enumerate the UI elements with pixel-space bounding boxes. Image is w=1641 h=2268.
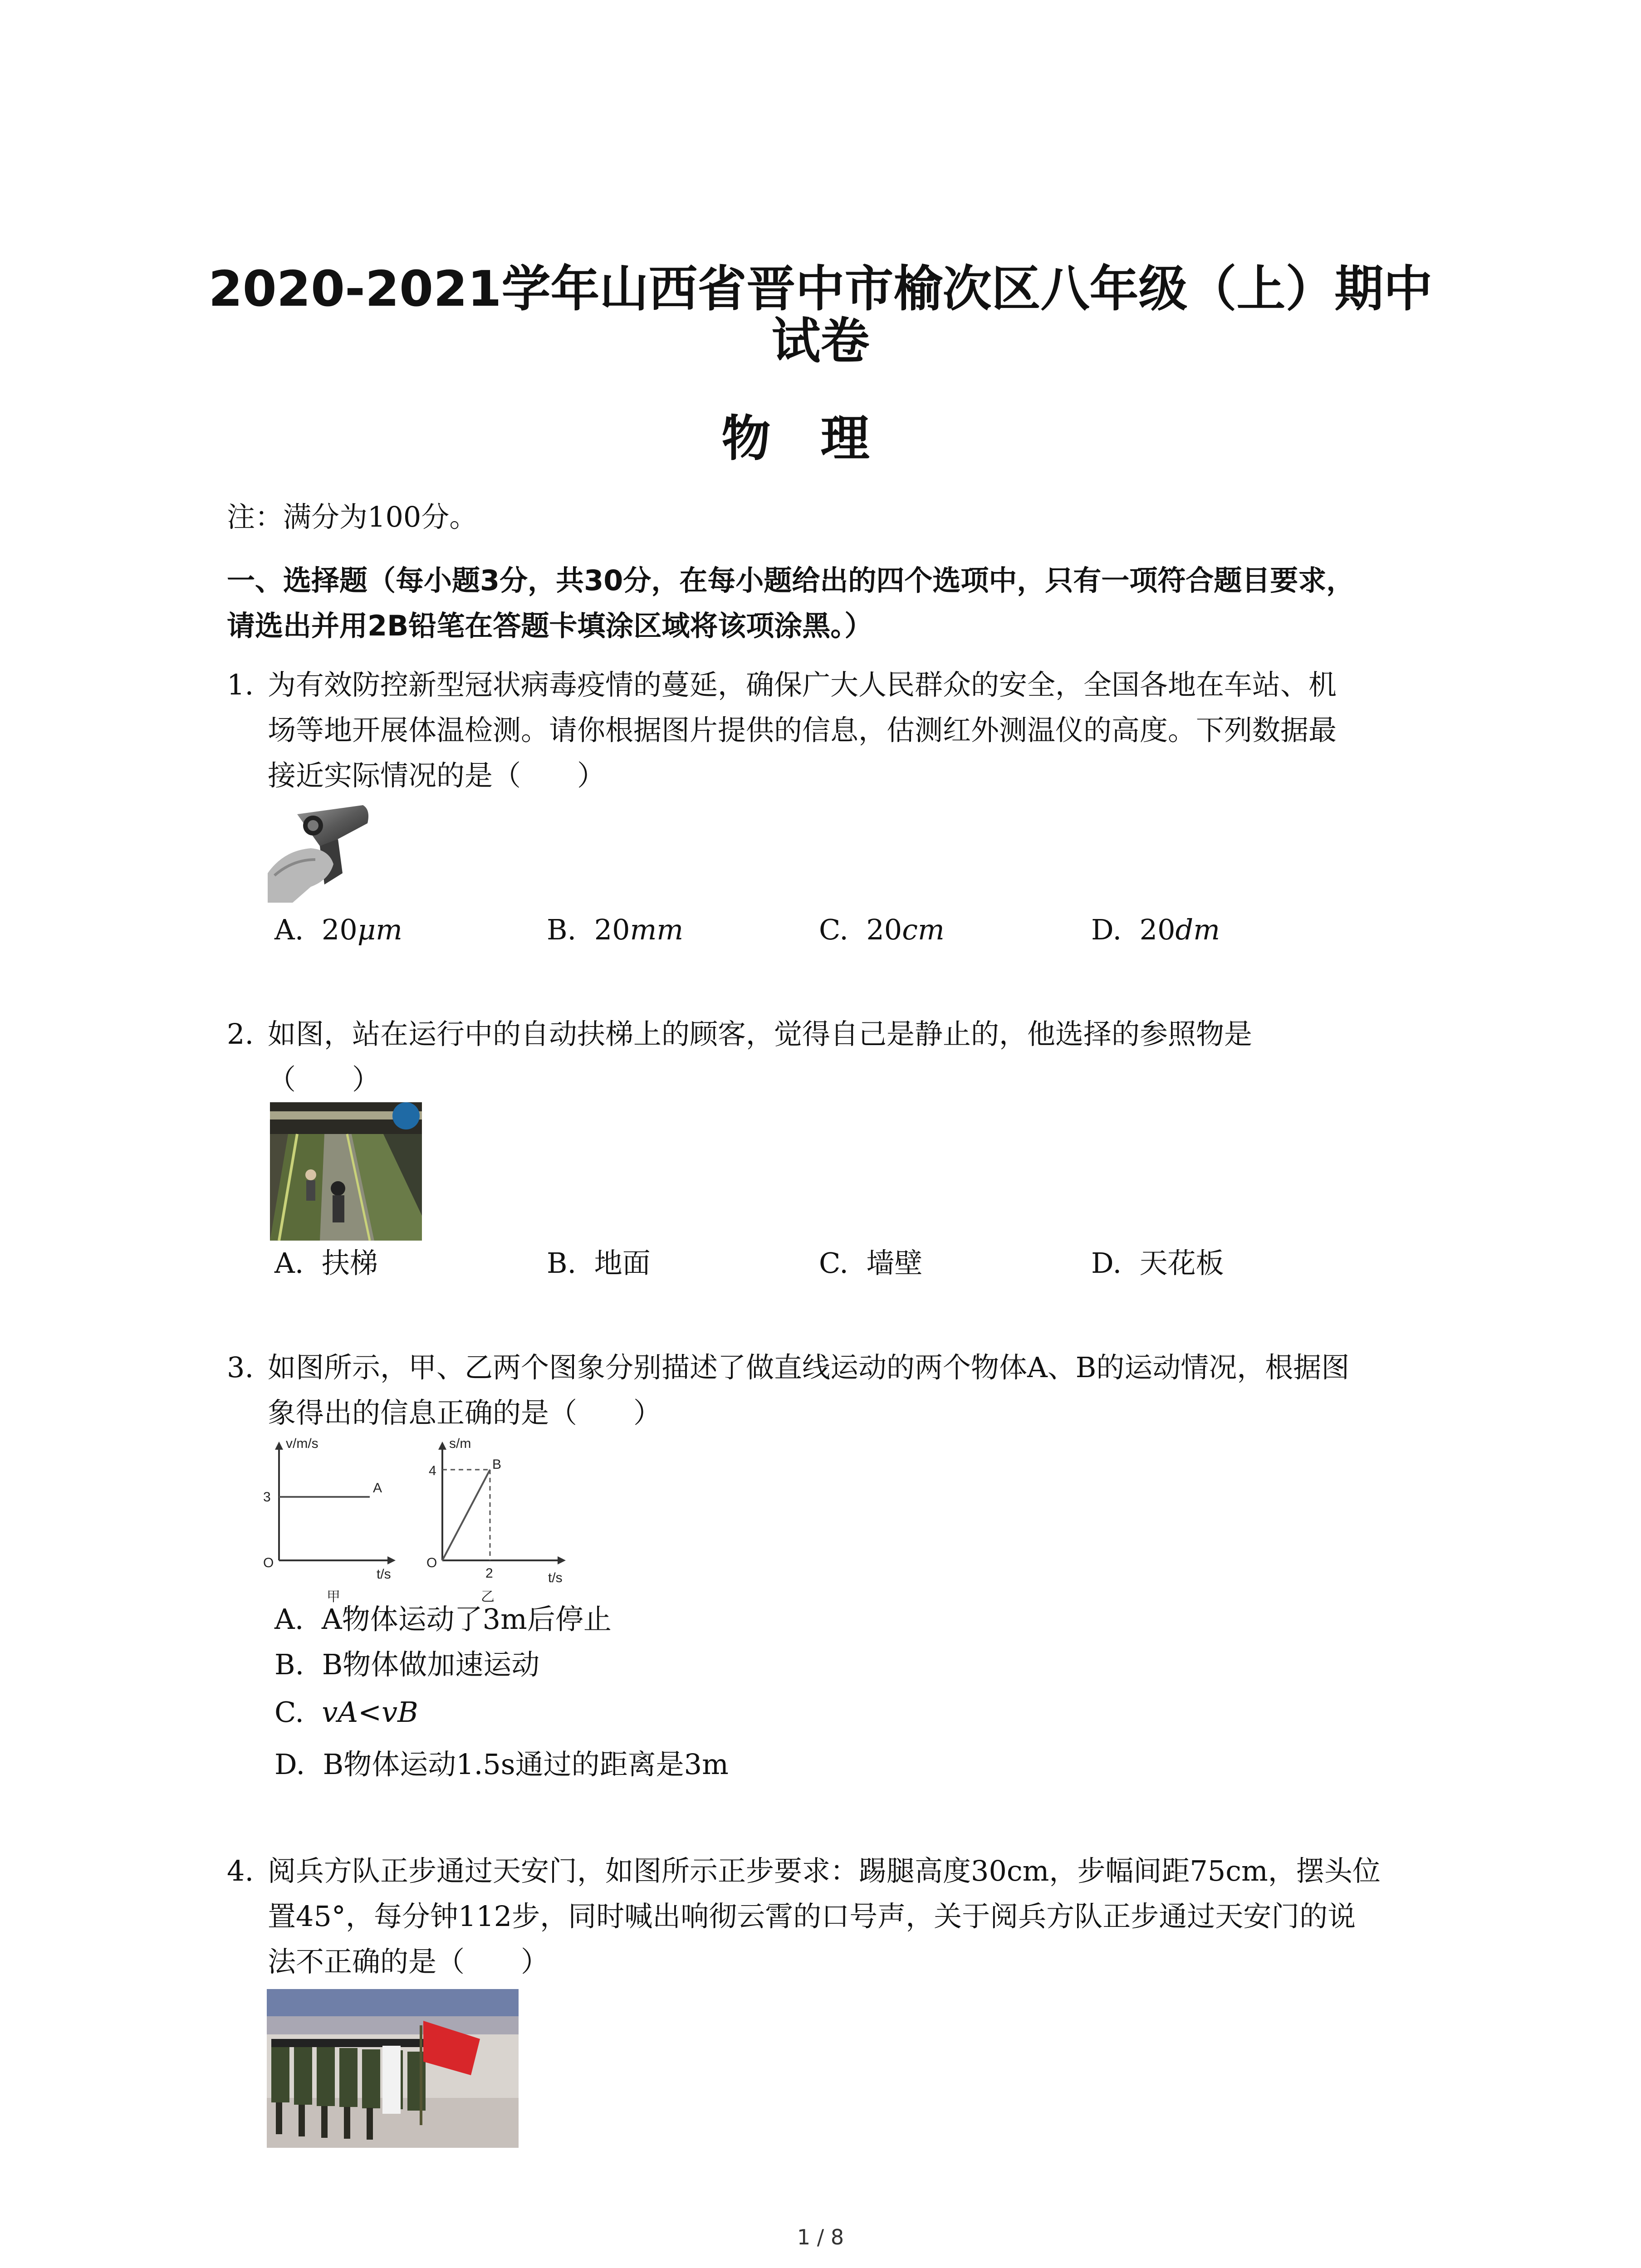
question-text: 接近实际情况的是（ ）	[268, 759, 606, 792]
graph2-xlabel: t/s	[548, 1570, 563, 1585]
section-heading-line2: 请选出并用2B铅笔在答题卡填涂区域将该项涂黑。）	[227, 609, 873, 642]
option-label: B.	[547, 913, 577, 946]
option-unit: μm	[357, 913, 402, 946]
question-text: 法不正确的是（ ）	[268, 1945, 549, 1978]
option-label: C.	[819, 1246, 848, 1280]
question-number: 3.	[227, 1351, 254, 1384]
question-text: （ ）	[268, 1063, 381, 1096]
graph1-yvalue: 3	[263, 1490, 271, 1505]
option-value: 20	[321, 913, 358, 946]
option-label: C.	[274, 1696, 304, 1729]
option-label: A.	[274, 1603, 304, 1636]
option-text: 扶梯	[321, 1246, 378, 1280]
question-text: 阅兵方队正步通过天安门，如图所示正步要求：踢腿高度30cm，步幅间距75cm，摆头位	[268, 1854, 1381, 1887]
option-label: B.	[274, 1648, 304, 1681]
option-a	[274, 1597, 612, 1642]
question-text: 场等地开展体温检测。请你根据图片提供的信息，估测红外测温仪的高度。下列数据最	[268, 714, 1337, 747]
page-number: 1 / 8	[797, 2225, 844, 2249]
option-text: B物体运动1.5s通过的距离是3m	[323, 1748, 729, 1781]
graph1-caption: 甲	[327, 1589, 340, 1604]
score-note: 注：满分为100分。	[227, 500, 478, 533]
option-unit: mm	[630, 913, 684, 946]
graph2-yvalue: 4	[429, 1463, 436, 1478]
question-text: 为有效防控新型冠状病毒疫情的蔓延，确保广大人民群众的安全，全国各地在车站、机	[268, 668, 1337, 701]
graph2-origin: O	[426, 1555, 437, 1570]
option-a	[274, 1241, 378, 1286]
subject-title: 物理	[721, 411, 920, 467]
graph2-point-label: B	[492, 1457, 502, 1472]
section-heading-line1: 一、选择题（每小题3分，共30分，在每小题给出的四个选项中，只有一项符合题目要求，	[227, 564, 1355, 597]
escalator-image	[270, 1102, 422, 1241]
option-label: B.	[547, 1246, 577, 1280]
option-d	[274, 1742, 729, 1787]
graph1-ylabel: v/m/s	[286, 1436, 318, 1451]
graph1-series-label: A	[373, 1481, 382, 1496]
option-label: D.	[1091, 1246, 1122, 1280]
option-text: vA<vB	[322, 1696, 418, 1729]
option-a	[274, 907, 402, 953]
question-text: 如图所示，甲、乙两个图象分别描述了做直线运动的两个物体A、B的运动情况，根据图	[268, 1351, 1350, 1384]
option-c	[819, 907, 945, 953]
option-text: B物体做加速运动	[322, 1648, 540, 1681]
graph2-ylabel: s/m	[449, 1436, 471, 1451]
question-number: 2.	[227, 1017, 254, 1051]
question-text: 象得出的信息正确的是（ ）	[268, 1396, 662, 1429]
motion-graphs	[254, 1433, 599, 1606]
option-d	[1091, 907, 1220, 953]
military-parade-image	[267, 1989, 519, 2148]
option-label: C.	[819, 913, 848, 946]
infrared-thermometer-image	[265, 796, 374, 905]
option-d	[1091, 1241, 1224, 1286]
option-value: 20	[1139, 913, 1176, 946]
option-b	[547, 1241, 651, 1286]
option-value: 20	[866, 913, 902, 946]
option-c	[819, 1241, 922, 1286]
option-text: A物体运动了3m后停止	[321, 1603, 612, 1636]
question-text: 如图，站在运行中的自动扶梯上的顾客，觉得自己是静止的，他选择的参照物是	[268, 1017, 1253, 1051]
option-unit: dm	[1175, 913, 1220, 946]
option-unit: cm	[902, 913, 945, 946]
question-text: 置45°，每分钟112步，同时喊出响彻云霄的口号声，关于阅兵方队正步通过天安门的说	[268, 1900, 1356, 1933]
option-label: D.	[274, 1748, 305, 1781]
exam-title-line1: 2020-2021学年山西省晋中市榆次区八年级（上）期中	[208, 261, 1433, 318]
option-label: A.	[274, 913, 304, 946]
graph1-origin: O	[263, 1555, 274, 1570]
option-label: A.	[274, 1246, 304, 1280]
question-number: 4.	[227, 1854, 254, 1887]
option-value: 20	[594, 913, 630, 946]
graph2-xvalue: 2	[485, 1566, 493, 1581]
graph2-caption: 乙	[481, 1589, 495, 1604]
exam-title-line2: 试卷	[771, 313, 870, 370]
option-b	[274, 1642, 539, 1687]
option-b	[547, 907, 683, 953]
option-text: 天花板	[1139, 1246, 1224, 1280]
option-text: 墙壁	[866, 1246, 923, 1280]
graph1-xlabel: t/s	[377, 1567, 391, 1582]
option-label: D.	[1091, 913, 1122, 946]
option-text: 地面	[594, 1246, 651, 1280]
question-number: 1.	[227, 668, 254, 701]
option-c	[274, 1690, 418, 1735]
